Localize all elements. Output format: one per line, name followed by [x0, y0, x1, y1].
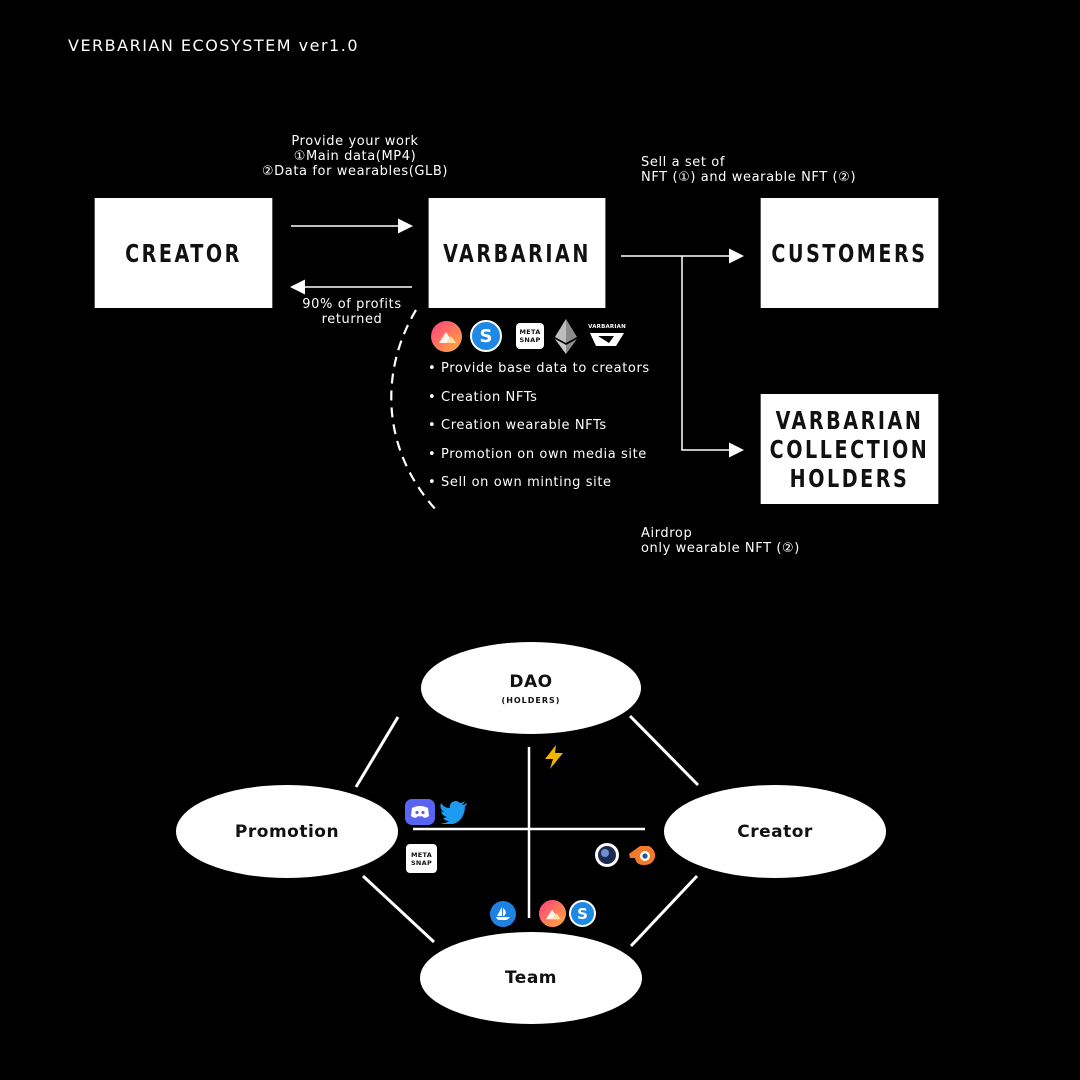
sandbox-icon: [470, 320, 502, 352]
lightning-icon: [541, 744, 567, 770]
sell-line2: NFT (①) and wearable NFT (②): [641, 170, 857, 185]
link-dao-promotion: [356, 717, 398, 787]
sandbox-icon-letter: S: [479, 325, 493, 347]
customers-box-label: CUSTOMERS: [771, 238, 928, 268]
dao-node-label: DAO: [509, 671, 553, 692]
airdrop-label: [641, 526, 800, 556]
service-item-3: • Creation wearable NFTs: [428, 418, 607, 434]
provide-work-label: [240, 134, 470, 179]
promotion-node: [176, 785, 398, 878]
service-item-1: • Provide base data to creators: [428, 361, 650, 376]
service-item-5: • Sell on own minting site: [428, 475, 612, 491]
holders-box-line1: VARBARIAN: [775, 405, 924, 435]
sandbox-team-letter: S: [577, 904, 588, 923]
provide-line3: ②Data for wearables(GLB): [261, 164, 449, 179]
metasnap-icon: [516, 323, 544, 349]
provide-line2: ①Main data(MP4): [293, 149, 417, 164]
ethereum-icon: [555, 319, 577, 354]
provide-line1: Provide your work: [291, 134, 419, 149]
service-item-2: • Creation NFTs: [428, 389, 538, 405]
creator-box: [95, 198, 273, 308]
team-node: [420, 932, 642, 1024]
varbarian-box-label: VARBARIAN: [443, 238, 591, 268]
page-title: VERBARIAN ECOSYSTEM ver1.0: [68, 36, 359, 55]
holders-box: [761, 394, 939, 504]
arrow-varbarian-to-holders: [682, 256, 741, 450]
discord-icon: [405, 799, 435, 825]
metasnap-promo-line2: SNAP: [410, 858, 433, 867]
varbarian-box: [429, 198, 606, 308]
holders-box-line3: HOLDERS: [789, 463, 910, 493]
creator-box-label: CREATOR: [125, 238, 242, 268]
opensea-icon: [490, 901, 516, 927]
blender-icon: [627, 842, 657, 868]
promotion-node-label: Promotion: [234, 821, 340, 842]
customers-box: [761, 198, 939, 308]
link-promotion-team: [363, 876, 434, 942]
creator-node-label: Creator: [737, 821, 813, 842]
services-list: [428, 361, 650, 504]
airdrop-line2: only wearable NFT (②): [641, 541, 800, 556]
decentraland-icon: [431, 321, 462, 352]
varbarian-logo-text: VARBARIAN: [588, 324, 626, 330]
sandbox-icon-team: [569, 900, 596, 927]
metasnap-line1: META: [519, 328, 541, 336]
dao-node-sublabel: (HOLDERS): [501, 695, 561, 705]
decentraland-icon-team: [539, 900, 566, 927]
service-item-4: • Promotion on own media site: [428, 446, 647, 462]
metasnap-promo-line1: META: [410, 850, 433, 859]
dao-node: [421, 642, 641, 734]
twitter-icon: [440, 800, 468, 824]
holders-box-line2: COLLECTION: [769, 434, 930, 464]
sell-line1: Sell a set of: [641, 155, 726, 170]
varbarian-logo-icon: [588, 324, 626, 348]
creator-node: [664, 785, 886, 878]
profits-line2: returned: [321, 312, 383, 327]
cinema4d-icon: [594, 842, 620, 868]
profits-line1: 90% of profits: [302, 297, 402, 312]
team-node-label: Team: [504, 968, 558, 988]
link-dao-creator: [630, 716, 698, 785]
airdrop-line1: Airdrop: [641, 526, 693, 541]
profits-label: [282, 297, 422, 327]
link-creator-team: [631, 876, 697, 946]
sell-label: [641, 155, 856, 185]
metasnap-line2: SNAP: [519, 336, 541, 344]
metasnap-icon-promotion: [406, 844, 437, 873]
